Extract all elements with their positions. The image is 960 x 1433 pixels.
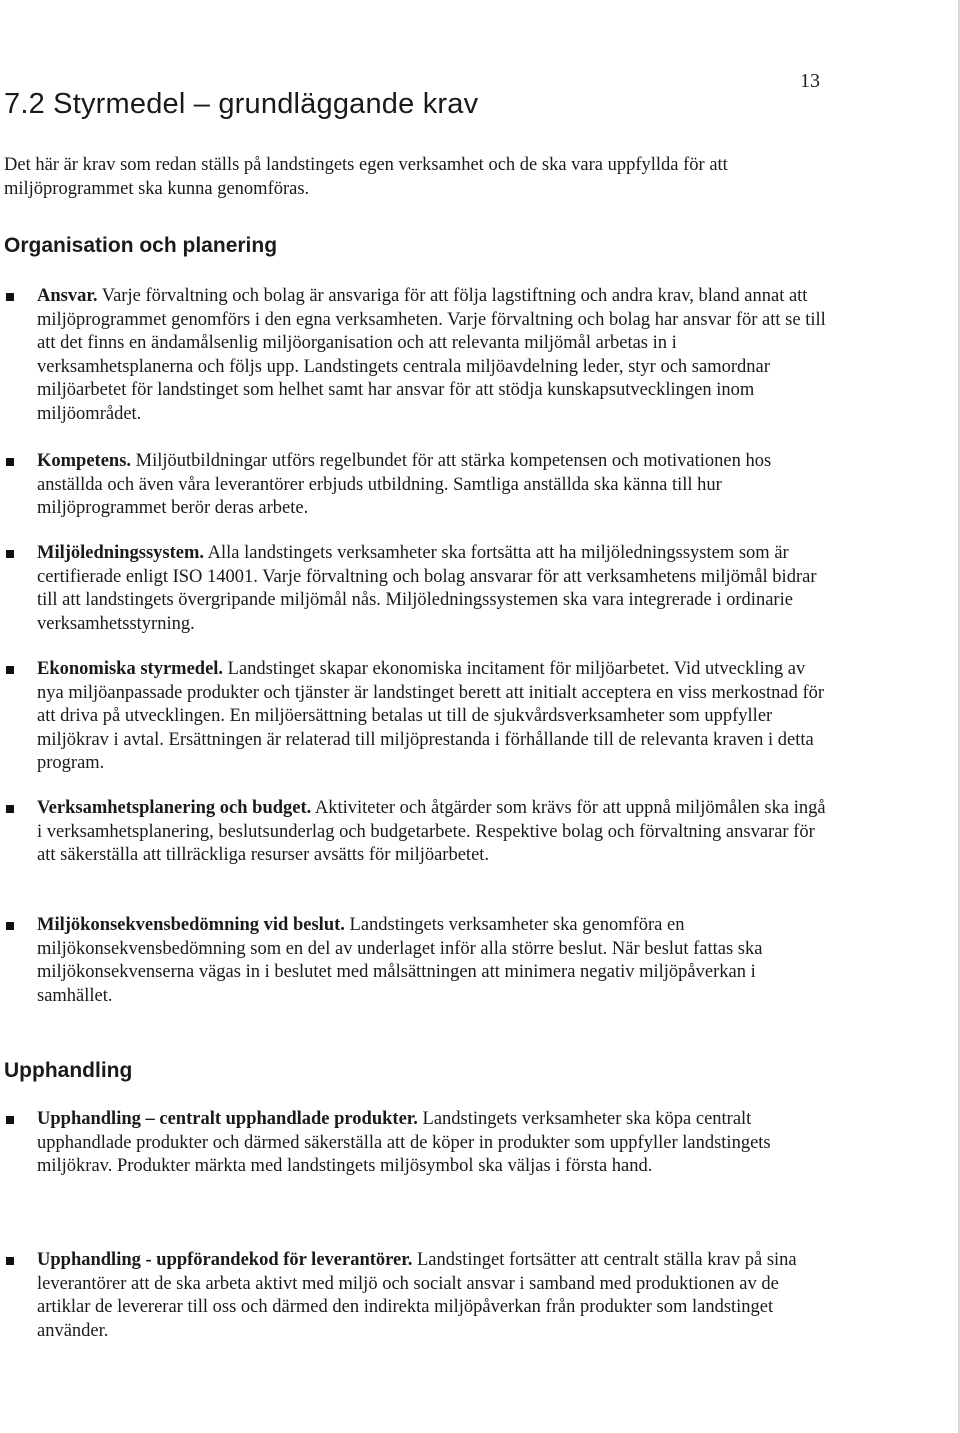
chapter-title: 7.2 Styrmedel – grundläggande krav — [4, 88, 479, 120]
list-item-body: Landstingets verksamheter ska genomföra en miljökonsekvensbedömning som en del av underlaget inför alla större beslut. När beslut fattas ska miljökonsekvenserna vägas in i beslutet med målsättningen att minimera negativ miljöpåverkan i samhället. — [37, 915, 763, 1006]
bullet-icon — [6, 1116, 14, 1124]
bullet-icon — [6, 458, 14, 466]
list-item-text — [37, 1249, 827, 1343]
list-item-title: Ansvar. — [37, 286, 98, 306]
page-number: 13 — [800, 70, 820, 92]
list-item-body: Varje förvaltning och bolag är ansvariga för att följa lagstiftning och andra krav, bland annat att miljöprogrammet genomförs i den egna verksamheten. Varje förvaltning och bolag har ansvar för att se till att det finns en ändamålsenlig miljöorganisation och att relevanta miljömål arbetas in i verksamhetsplanerna och följs upp. Landstingets centrala miljöavdelning leder, styr och samordnar miljöarbetet för landstinget som helhet samt har ansvar för att stödja kunskapsutvecklingen inom miljöområdet. — [37, 286, 826, 424]
list-item-body: Miljöutbildningar utförs regelbundet för att stärka kompetensen och motivationen hos anställda och även våra leverantörer erbjuds utbildning. Samtliga anställda ska känna till hur miljöprogrammet berör deras arbete. — [37, 451, 772, 519]
list-item-body: Landstingets verksamheter ska köpa centralt upphandlade produkter och därmed säkerställa att de köper in produkter som uppfyller landstingets miljökrav. Produkter märkta med landstingets miljösymbol ska väljas i första hand. — [37, 1109, 771, 1177]
list-item-title: Upphandling - uppförandekod för leverantörer. — [37, 1250, 413, 1270]
bullet-icon — [6, 1257, 14, 1265]
list-item-body: Landstinget fortsätter att centralt ställa krav på sina leverantörer att de ska arbeta aktivt med miljö och socialt ansvar i samband med produktionen av de artiklar de levererar till oss och därmed den indirekta miljöpåverkan från produkter som landstinget använder. — [37, 1250, 797, 1341]
list-item-title: Ekonomiska styrmedel. — [37, 659, 224, 679]
list-item-text — [37, 914, 827, 1008]
section-heading-organisation: Organisation och planering — [4, 234, 278, 257]
list-item-text — [37, 1108, 827, 1179]
list-item-text — [37, 285, 827, 427]
list-item-body: Landstinget skapar ekonomiska incitament för miljöarbetet. Vid utveckling av nya miljöanpassade produkter och tjänster är landstinget berett att initialt acceptera en viss merkostnad för att driva på utvecklingen. En miljöersättning betalas ut till de sjukvårdsverksamheter som uppfyller miljökrav i avtal. Ersättningen är relaterad till miljöprestanda i förhållande till de relevanta kraven i detta program. — [37, 659, 825, 774]
list-item-title: Miljöledningssystem. — [37, 543, 205, 563]
list-item-text — [37, 450, 827, 521]
list-item-text — [37, 542, 827, 636]
list-item-body: Alla landstingets verksamheter ska fortsätta att ha miljöledningssystem som är certifierade enligt ISO 14001. Varje förvaltning och bolag ansvarar för att verksamhetens miljömål bidrar till att landstingets övergripande miljömål nås. Miljöledningssystemen ska vara integrerade i ordinarie verksamhetsstyrning. — [37, 543, 817, 634]
bullet-icon — [6, 666, 14, 674]
list-item-title: Miljökonsekvensbedömning vid beslut. — [37, 915, 345, 935]
list-item-body: Aktiviteter och åtgärder som krävs för att uppnå miljömålen ska ingå i verksamhetsplanering, beslutsunderlag och budgetarbete. Respektive bolag och förvaltning ansvarar för att säkerställa att tillräckliga resurser avsätts för miljöarbetet. — [37, 798, 826, 866]
list-item-title: Verksamhetsplanering och budget. — [37, 798, 312, 818]
bullet-icon — [6, 922, 14, 930]
list-item-title: Kompetens. — [37, 451, 132, 471]
list-item-title: Upphandling – centralt upphandlade produkter. — [37, 1109, 418, 1129]
section-heading-upphandling: Upphandling — [4, 1059, 133, 1082]
list-item-text — [37, 658, 827, 776]
bullet-icon — [6, 293, 14, 301]
bullet-icon — [6, 805, 14, 813]
bullet-icon — [6, 550, 14, 558]
intro-paragraph: Det här är krav som redan ställs på landstingets egen verksamhet och de ska vara uppfyllda för att miljöprogrammet ska kunna genomföras. — [4, 155, 728, 199]
list-item-text — [37, 797, 827, 868]
